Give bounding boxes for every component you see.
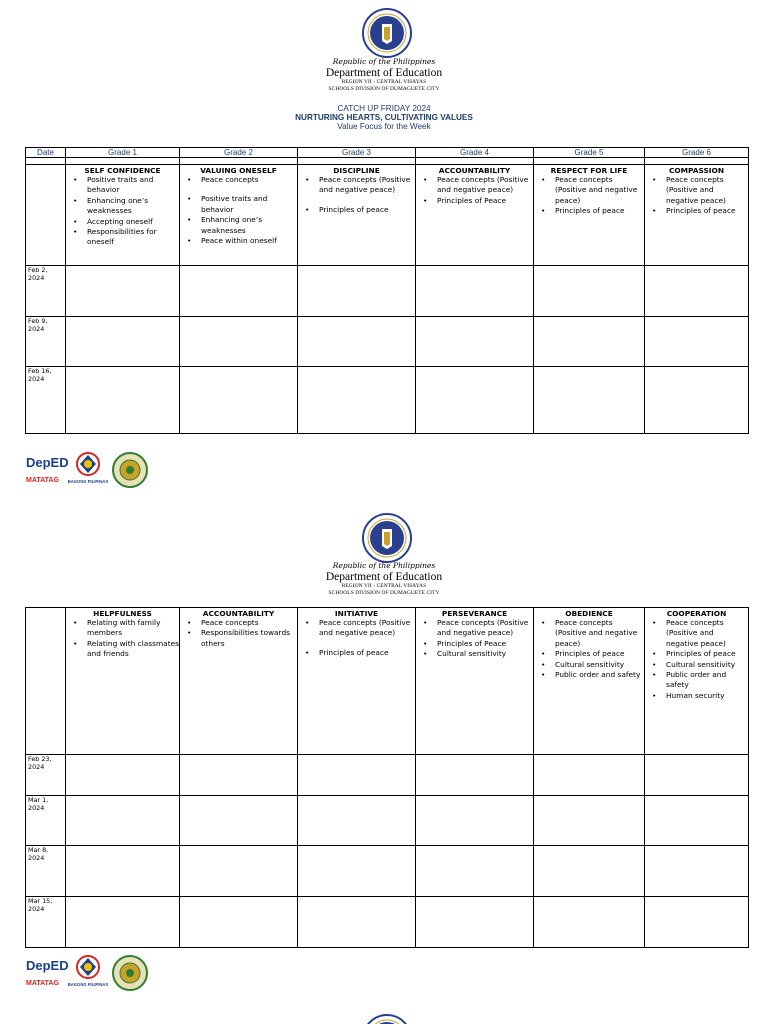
entry-cell[interactable] <box>534 796 645 846</box>
division-seal-icon <box>113 956 147 990</box>
value-title: SELF CONFIDENCE <box>84 166 161 175</box>
list-item: • Principles of peace <box>652 649 748 659</box>
entry-cell[interactable] <box>298 796 416 846</box>
list-item: • Public order and safety <box>541 670 644 680</box>
entry-cell[interactable] <box>298 755 416 796</box>
table-row <box>26 796 749 846</box>
republic-label: Republic of the Philippines <box>332 57 436 66</box>
value-cell <box>180 608 298 755</box>
entry-cell[interactable] <box>534 266 645 317</box>
entry-cell[interactable] <box>645 897 749 948</box>
entry-cell[interactable] <box>180 266 298 317</box>
table-row <box>26 846 749 897</box>
entry-cell[interactable] <box>645 796 749 846</box>
list-item: • Principles of Peace <box>423 639 533 649</box>
list-item: • Human security <box>652 691 748 701</box>
deped-seal-icon <box>362 1014 412 1024</box>
table-row <box>26 266 749 317</box>
date-cell: Mar 15, 2024 <box>26 897 66 948</box>
entry-cell[interactable] <box>416 897 534 948</box>
list-item: • Peace concepts (Positive and negative peace) <box>423 618 533 639</box>
entry-cell[interactable] <box>180 755 298 796</box>
list-item: • Responsibilities for oneself <box>73 227 179 248</box>
footer-logos <box>26 953 151 993</box>
region-label: REGION VII - CENTRAL VISAYAS <box>341 583 427 589</box>
entry-cell[interactable] <box>416 755 534 796</box>
value-title: PERSEVERANCE <box>441 609 508 618</box>
table-row <box>26 367 749 434</box>
entry-cell[interactable] <box>416 317 534 367</box>
list-item: • Cultural sensitivity <box>423 649 533 659</box>
entry-cell[interactable] <box>645 755 749 796</box>
value-cell <box>66 608 180 755</box>
value-cell <box>298 608 416 755</box>
column-header: Grade 6 <box>645 148 749 158</box>
entry-cell[interactable] <box>298 367 416 434</box>
value-cell <box>534 165 645 266</box>
list-item: • Enhancing one’s weaknesses <box>187 215 297 236</box>
entry-cell[interactable] <box>66 755 180 796</box>
department-title: Department of Education <box>325 67 443 79</box>
svg-text:MATATAG: MATATAG <box>26 477 59 484</box>
value-title: OBEDIENCE <box>565 609 613 618</box>
deped-matatag-logo <box>26 958 69 987</box>
list-item: • Peace concepts (Positive and negative peace) <box>305 618 415 639</box>
program-subtitle: NURTURING HEARTS, CULTIVATING VALUES <box>295 113 473 122</box>
column-header: Grade 4 <box>416 148 534 158</box>
list-item: • Principles of Peace <box>423 196 533 206</box>
value-title: ACCOUNTABILITY <box>438 166 511 175</box>
values-row <box>26 165 749 266</box>
column-header: Grade 2 <box>180 148 298 158</box>
entry-cell[interactable] <box>416 266 534 317</box>
entry-cell[interactable] <box>180 846 298 897</box>
svg-text:BAGONG PILIPINAS: BAGONG PILIPINAS <box>67 479 109 484</box>
letterhead <box>0 561 768 597</box>
entry-cell[interactable] <box>534 897 645 948</box>
entry-cell[interactable] <box>180 317 298 367</box>
list-item: • Peace concepts (Positive and negative peace) <box>652 618 748 649</box>
list-item: • Peace concepts (Positive and negative peace) <box>652 175 748 206</box>
list-item: • Cultural sensitivity <box>652 660 748 670</box>
region-label: REGION VII - CENTRAL VISAYAS <box>341 79 427 85</box>
entry-cell[interactable] <box>645 846 749 897</box>
list-item: • Relating with family members <box>73 618 179 639</box>
entry-cell[interactable] <box>534 317 645 367</box>
entry-cell[interactable] <box>66 317 180 367</box>
value-title: HELPFULNESS <box>93 609 152 618</box>
bagong-pilipinas-logo <box>68 956 109 987</box>
date-cell: Mar 8, 2024 <box>26 846 66 897</box>
table-row <box>26 317 749 367</box>
schedule-table-1 <box>25 147 749 434</box>
value-cell <box>645 608 749 755</box>
list-item: • Positive traits and behavior <box>187 194 297 215</box>
date-cell: Feb 2, 2024 <box>26 266 66 317</box>
entry-cell[interactable] <box>534 846 645 897</box>
program-header <box>0 104 768 131</box>
division-seal-icon <box>113 453 147 487</box>
list-item: • Peace concepts (Positive and negative peace) <box>541 175 644 206</box>
entry-cell[interactable] <box>66 266 180 317</box>
value-cell <box>298 165 416 266</box>
value-title: VALUING ONESELF <box>200 166 277 175</box>
list-item: • Peace concepts (Positive and negative peace) <box>423 175 533 196</box>
republic-label: Republic of the Philippines <box>332 561 436 570</box>
bagong-pilipinas-logo <box>68 453 109 484</box>
value-title: DISCIPLINE <box>333 166 380 175</box>
entry-cell[interactable] <box>298 266 416 317</box>
list-item: • Principles of peace <box>541 206 644 216</box>
values-row <box>26 608 749 755</box>
entry-cell[interactable] <box>66 897 180 948</box>
entry-cell[interactable] <box>645 367 749 434</box>
list-item: • Accepting oneself <box>73 217 179 227</box>
deped-matatag-logo <box>26 455 69 484</box>
entry-cell[interactable] <box>180 796 298 846</box>
division-label: SCHOOLS DIVISION OF DUMAGUETE CITY <box>328 86 440 92</box>
list-item: • Peace concepts <box>187 618 297 628</box>
entry-cell[interactable] <box>298 317 416 367</box>
deped-seal-icon <box>362 513 412 563</box>
list-item: • Positive traits and behavior <box>73 175 179 196</box>
entry-cell[interactable] <box>416 367 534 434</box>
list-item: • Public order and safety <box>652 670 748 691</box>
svg-text:DepED: DepED <box>26 455 69 470</box>
column-header: Grade 5 <box>534 148 645 158</box>
value-focus-label: Value Focus for the Week <box>337 122 431 131</box>
list-item: • Peace concepts (Positive and negative peace) <box>541 618 644 649</box>
entry-cell[interactable] <box>66 367 180 434</box>
value-title: ACCOUNTABILITY <box>202 609 275 618</box>
value-title: COOPERATION <box>666 609 727 618</box>
entry-cell[interactable] <box>298 846 416 897</box>
svg-text:DepED: DepED <box>26 958 69 973</box>
column-header: Grade 3 <box>298 148 416 158</box>
list-item: • Peace within oneself <box>187 236 297 246</box>
list-item: • Responsibilities towards others <box>187 628 297 649</box>
entry-cell[interactable] <box>298 897 416 948</box>
entry-cell[interactable] <box>416 796 534 846</box>
letterhead <box>0 57 768 93</box>
list-item: • Peace concepts <box>187 175 297 185</box>
date-cell: Feb 9, 2024 <box>26 317 66 367</box>
svg-text:MATATAG: MATATAG <box>26 980 59 987</box>
list-item: • Relating with classmates and friends <box>73 639 179 660</box>
column-header: Grade 1 <box>66 148 180 158</box>
value-title: INITIATIVE <box>334 609 379 618</box>
value-cell <box>645 165 749 266</box>
entry-cell[interactable] <box>534 755 645 796</box>
footer-logos <box>26 450 151 490</box>
entry-cell[interactable] <box>645 317 749 367</box>
spacer-row <box>26 158 749 165</box>
date-cell: Mar 1, 2024 <box>26 796 66 846</box>
schedule-table-2 <box>25 607 749 948</box>
list-item: • Principles of peace <box>652 206 748 216</box>
entry-cell[interactable] <box>66 796 180 846</box>
entry-cell[interactable] <box>180 367 298 434</box>
entry-cell[interactable] <box>645 266 749 317</box>
value-title: RESPECT FOR LIFE <box>550 166 628 175</box>
value-cell <box>416 165 534 266</box>
value-cell <box>534 608 645 755</box>
deped-seal-icon <box>362 8 412 58</box>
table-row <box>26 755 749 796</box>
list-item: • Peace concepts (Positive and negative peace) <box>305 175 415 196</box>
list-item: • Principles of peace <box>305 648 415 658</box>
list-item: • Enhancing one’s weaknesses <box>73 196 179 217</box>
date-cell: Feb 23, 2024 <box>26 755 66 796</box>
entry-cell[interactable] <box>180 897 298 948</box>
division-label: SCHOOLS DIVISION OF DUMAGUETE CITY <box>328 590 440 596</box>
list-item: • Principles of peace <box>541 649 644 659</box>
value-cell <box>66 165 180 266</box>
program-title: CATCH UP FRIDAY 2024 <box>337 104 431 113</box>
value-cell <box>416 608 534 755</box>
list-item: • Principles of peace <box>305 205 415 215</box>
value-cell <box>180 165 298 266</box>
department-title: Department of Education <box>325 571 443 583</box>
table-row <box>26 897 749 948</box>
list-item: • Cultural sensitivity <box>541 660 644 670</box>
entry-cell[interactable] <box>534 367 645 434</box>
entry-cell[interactable] <box>66 846 180 897</box>
svg-text:BAGONG PILIPINAS: BAGONG PILIPINAS <box>67 982 109 987</box>
date-cell: Feb 16, 2024 <box>26 367 66 434</box>
entry-cell[interactable] <box>416 846 534 897</box>
value-title: COMPASSION <box>668 166 725 175</box>
table-header-row <box>26 148 749 158</box>
column-header: Date <box>26 148 66 158</box>
